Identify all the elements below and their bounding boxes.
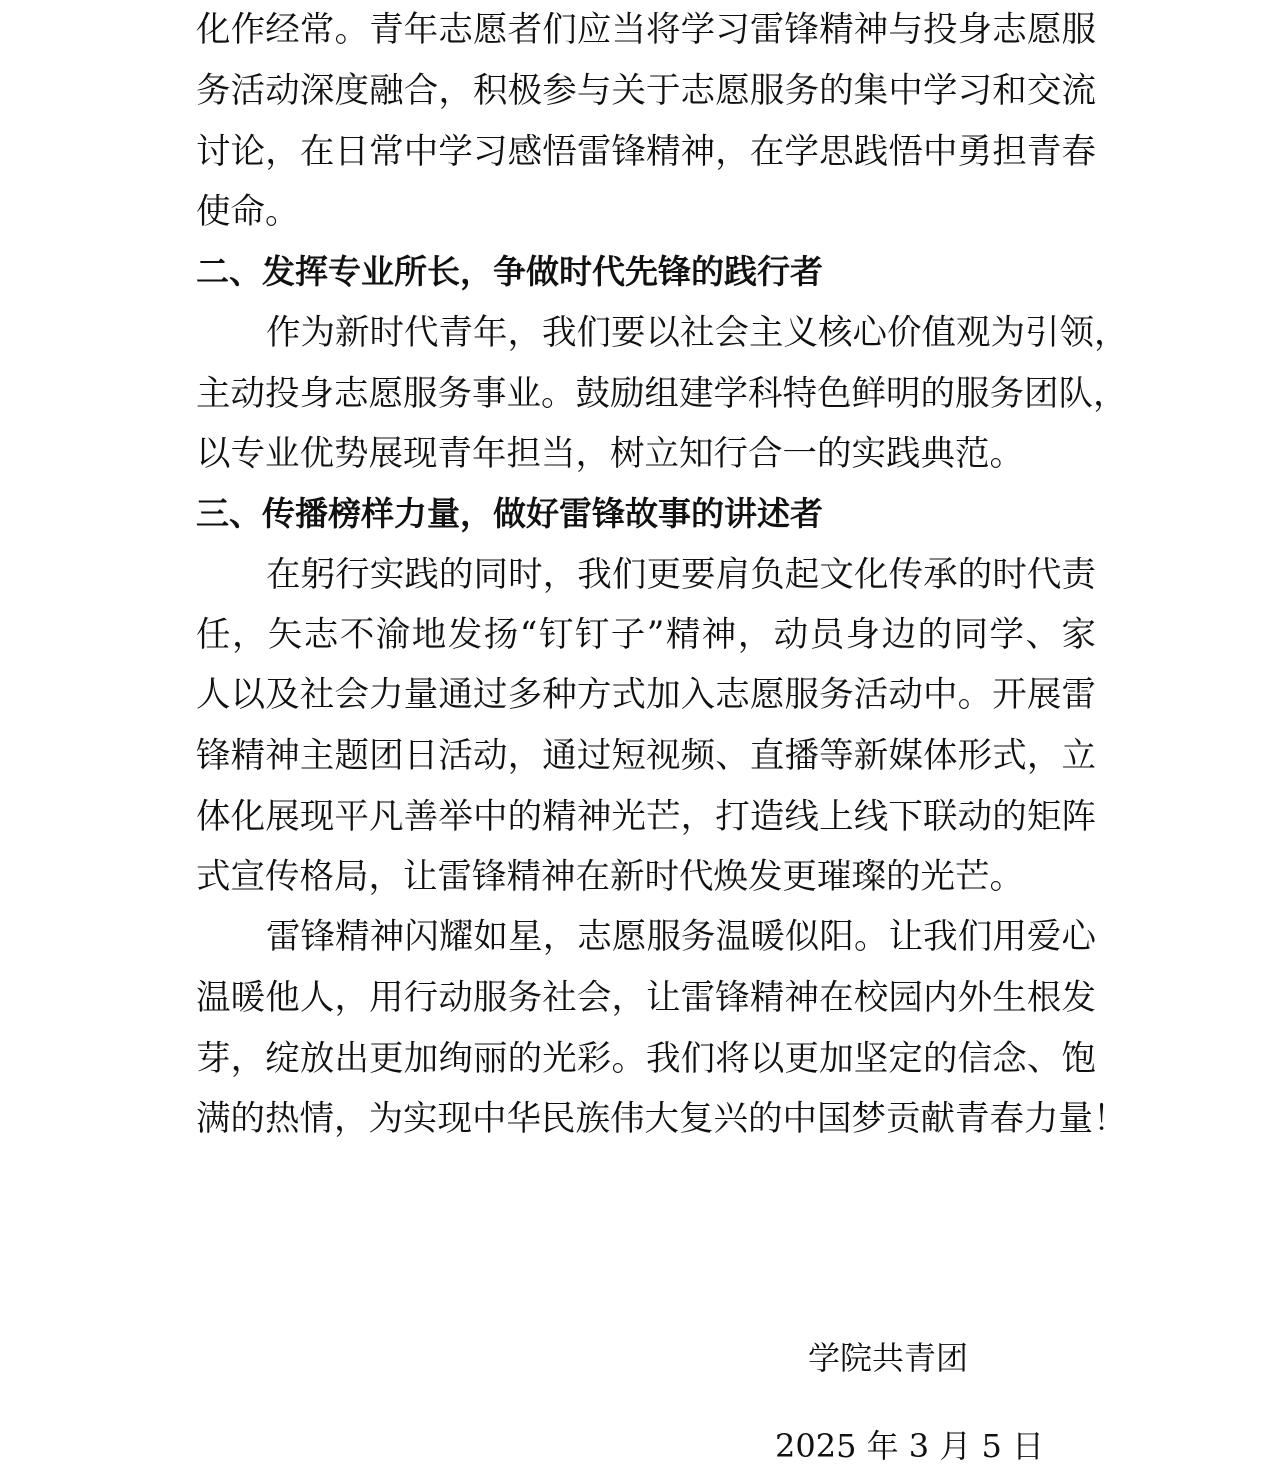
paragraph-line: 务活动深度融合，积极参与关于志愿服务的集中学习和交流: [196, 71, 1096, 111]
paragraph-line: 化作经常。青年志愿者们应当将学习雷锋精神与投身志愿服: [196, 10, 1096, 50]
signature-organization: 学院共青团: [808, 1339, 969, 1377]
paragraph-line: 以专业优势展现青年担当，树立知行合一的实践典范。: [196, 434, 1024, 474]
signature-date: 2025 年 3 月 5 日: [775, 1427, 1045, 1465]
paragraph-line: 满的热情，为实现中华民族伟大复兴的中国梦贡献青春力量！: [196, 1099, 1128, 1139]
paragraph-line: 雷锋精神闪耀如星，志愿服务温暖似阳。让我们用爱心: [266, 917, 1096, 957]
paragraph-line: 人以及社会力量通过多种方式加入志愿服务活动中。开展雷: [196, 675, 1096, 715]
paragraph-line: 芽，绽放出更加绚丽的光彩。我们将以更加坚定的信念、饱: [196, 1039, 1096, 1079]
paragraph-line: 在躬行实践的同时，我们更要肩负起文化传承的时代责: [266, 555, 1096, 595]
paragraph-line: 体化展现平凡善举中的精神光芒，打造线上线下联动的矩阵: [196, 797, 1096, 837]
section-heading: 三、传播榜样力量，做好雷锋故事的讲述者: [196, 494, 823, 533]
paragraph-line: 使命。: [196, 192, 300, 232]
paragraph-line: 温暖他人，用行动服务社会，让雷锋精神在校园内外生根发: [196, 978, 1096, 1018]
paragraph-line: 作为新时代青年，我们要以社会主义核心价值观为引领，: [266, 313, 1129, 353]
paragraph-line: 式宣传格局，让雷锋精神在新时代焕发更璀璨的光芒。: [196, 857, 1024, 897]
paragraph-line: 讨论，在日常中学习感悟雷锋精神，在学思践悟中勇担青春: [196, 132, 1096, 172]
paragraph-line: 主动投身志愿服务事业。鼓励组建学科特色鲜明的服务团队，: [196, 374, 1128, 414]
paragraph-line: 锋精神主题团日活动，通过短视频、直播等新媒体形式，立: [196, 736, 1096, 776]
section-heading: 二、发挥专业所长，争做时代先锋的践行者: [196, 252, 823, 291]
paragraph-line: 任，矢志不渝地发扬“钉钉子”精神，动员身边的同学、家: [196, 615, 1096, 655]
